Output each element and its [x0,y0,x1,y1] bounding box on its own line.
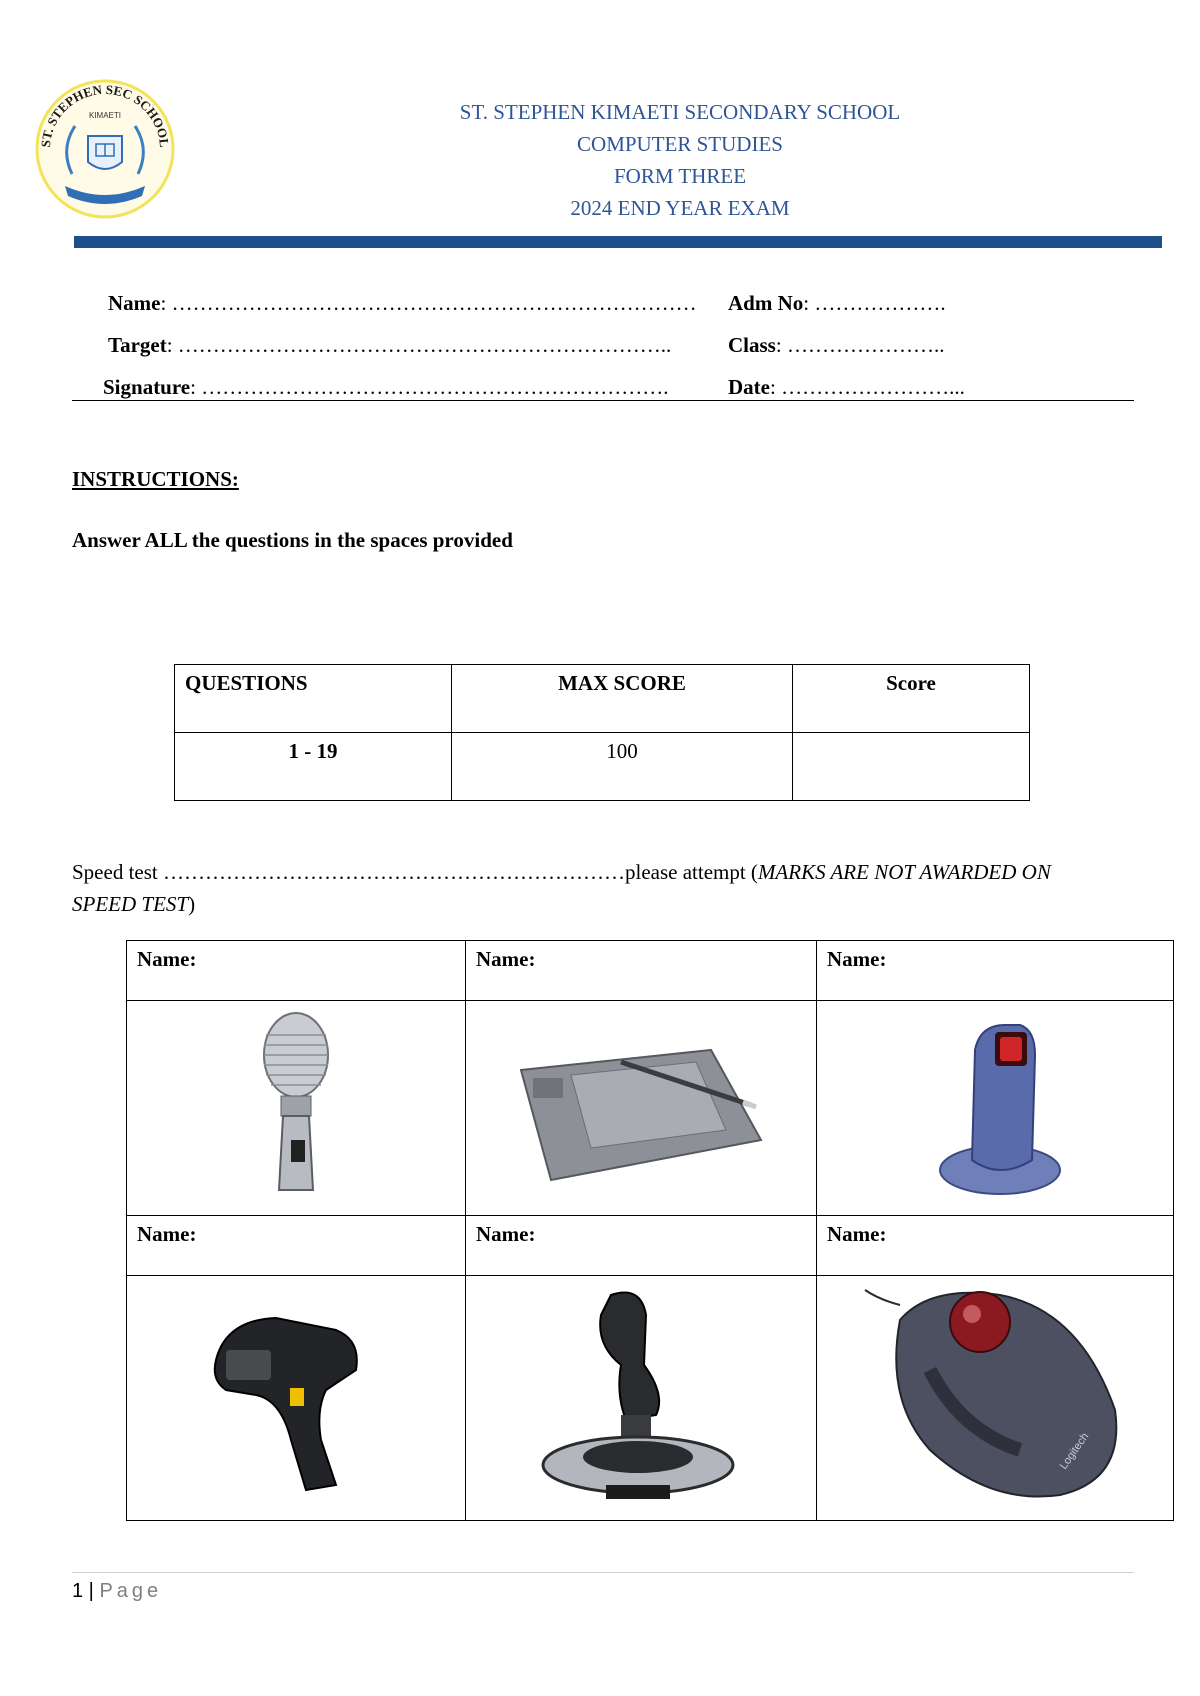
joystick-image [526,1285,756,1505]
microphone-image [251,1010,341,1200]
joystick-cell [466,1276,817,1521]
device-name-cell[interactable]: Name: [817,941,1174,1001]
target-dots: : …………………………………………………………….. [166,333,672,357]
target-label: Target [108,333,167,357]
logo-place: KIMAETI [88,111,122,120]
barcode-scanner-cell [127,1276,466,1521]
adm-no-field[interactable] [728,291,946,316]
signature-label: Signature [103,375,191,399]
score-header: Score [793,665,1030,733]
signature-field[interactable] [103,375,668,400]
instructions-text: Answer ALL the questions in the spaces provided [72,528,513,552]
max-score-header: MAX SCORE [452,665,793,733]
fingerprint-scanner-image [920,1010,1070,1200]
class-label: Class [728,333,776,357]
max-score-value: 100 [452,733,793,801]
questions-header: QUESTIONS [175,665,452,733]
form-level: FORM THREE [613,164,747,188]
date-field[interactable] [728,375,965,400]
date-label: Date [728,375,770,399]
page-footer [72,1580,162,1603]
name-label: Name [108,291,161,315]
score-table-header-row [175,665,1030,733]
speed-test-note: MARKS ARE NOT AWARDED ON SPEED TEST [72,860,1051,916]
graphics-tablet-image [511,1020,771,1190]
page-number: 1 [72,1580,84,1602]
class-dots: : ………………….. [775,333,945,357]
page-word: Page [99,1580,163,1602]
name-field[interactable] [108,291,697,316]
questions-range: 1 - 19 [175,733,452,801]
speed-test-line [72,856,1052,920]
score-table-row [175,733,1030,801]
footer-rule [72,1572,1134,1573]
date-dots: : ……………………... [769,375,965,399]
signature-dots: : …………………………………………………………. [190,375,669,399]
graphics-tablet-cell [466,1001,817,1216]
device-name-row [127,1216,1174,1276]
device-table [126,940,1174,1521]
score-value[interactable] [793,733,1030,801]
subject-name: COMPUTER STUDIES [577,132,783,156]
microphone-cell [127,1001,466,1216]
school-name: ST. STEPHEN KIMAETI SECONDARY SCHOOL [459,100,901,124]
exam-title: 2024 END YEAR EXAM [570,196,790,220]
logo-arc-text: ST. STEPHEN SEC SCHOOL [37,81,173,148]
barcode-scanner-image [196,1290,396,1500]
trackball-brand: Logitech [1057,1430,1092,1472]
device-name-cell[interactable]: Name: [127,1216,466,1276]
device-name-row [127,941,1174,1001]
page-separator: | [83,1580,100,1602]
score-table [174,664,1030,801]
adm-no-dots: : ………………. [803,291,946,315]
school-logo [30,74,180,224]
exam-header [300,96,1060,224]
name-dots: : ………………………………………………………………… [160,291,697,315]
fingerprint-scanner-cell [817,1001,1174,1216]
device-image-row [127,1001,1174,1216]
instructions-heading: INSTRUCTIONS: [72,467,239,491]
device-name-cell[interactable]: Name: [466,941,817,1001]
header-rule [74,236,1162,248]
trackball-mouse-image [860,1280,1130,1510]
class-field[interactable] [728,333,944,358]
device-name-cell[interactable]: Name: [466,1216,817,1276]
speed-test-text: Speed test …………………………………………………………please attempt ( [72,860,758,884]
device-name-cell[interactable]: Name: [817,1216,1174,1276]
device-name-cell[interactable]: Name: [127,941,466,1001]
adm-no-label: Adm No [728,291,804,315]
target-field[interactable] [108,333,671,358]
trackball-mouse-cell [817,1276,1174,1521]
speed-test-close: ) [188,892,196,916]
fields-rule [72,400,1134,401]
device-image-row [127,1276,1174,1521]
